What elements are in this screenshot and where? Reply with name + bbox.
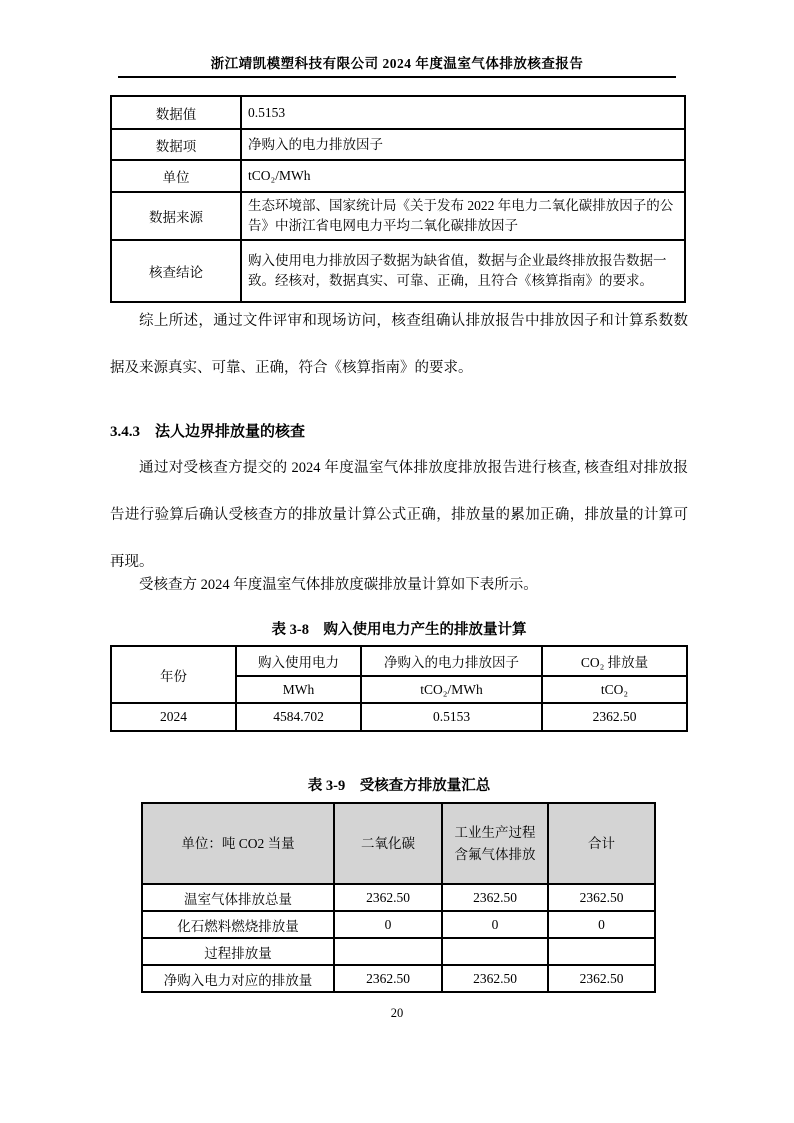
cell-co2: 2362.50 [334, 884, 442, 911]
cell-co2-emission: 2362.50 [542, 703, 687, 731]
cell-total [548, 938, 655, 965]
emission-summary-table [141, 802, 656, 993]
cell-fluoride: 0 [442, 911, 548, 938]
table-row [111, 96, 685, 129]
cell-fluoride: 2362.50 [442, 884, 548, 911]
table-row [142, 911, 655, 938]
page-number: 20 [390, 1006, 404, 1020]
factor-row-value: tCO₂/MWh [241, 160, 685, 192]
body-paragraph-2: 受核查方 2024 年度温室气体排放度碳排放量计算如下表所示。 [139, 577, 538, 593]
unit-purchased-electricity: MWh [236, 676, 361, 703]
row-label: 化石燃料燃烧排放量 [142, 911, 334, 938]
col-header-year: 年份 [111, 646, 236, 703]
table-row [111, 129, 685, 160]
cell-co2: 0 [334, 911, 442, 938]
row-label: 过程排放量 [142, 938, 334, 965]
col-header-emission-factor: 净购入的电力排放因子 [361, 646, 542, 676]
table-header-row [142, 803, 655, 884]
table-row [111, 192, 685, 240]
row-label: 温室气体排放总量 [142, 884, 334, 911]
factor-row-label: 数据值 [111, 96, 241, 129]
factor-row-label: 核查结论 [111, 240, 241, 302]
cell-co2: 2362.50 [334, 965, 442, 992]
summary-paragraph: 综上所述，通过文件评审和现场访问，核查组确认排放报告中排放因子和计算系数数据及来源真实、可靠、正确，符合《核算指南》的要求。 [110, 313, 688, 376]
factor-row-value: 购入使用电力排放因子数据为缺省值，数据与企业最终排放报告数据一致。经核对，数据真实、可靠、正确，且符合《核算指南》的要求。 [241, 240, 685, 302]
factor-row-label: 数据项 [111, 129, 241, 160]
unit-co2-emission: tCO₂ [542, 676, 687, 703]
col-header-total: 合计 [548, 803, 655, 884]
table-header-row [111, 646, 687, 676]
col-header-co2: 二氧化碳 [334, 803, 442, 884]
cell-total: 2362.50 [548, 965, 655, 992]
factor-row-value: 0.5153 [241, 96, 685, 129]
table-row [142, 938, 655, 965]
cell-purchased-electricity: 4584.702 [236, 703, 361, 731]
table-row [142, 965, 655, 992]
section-heading-3-4-3: 3.4.3 法人边界排放量的核查 [110, 424, 306, 440]
factor-row-value: 生态环境部、国家统计局《关于发布 2022 年电力二氧化碳排放因子的公告》中浙江省电网电力平均二氧化碳排放因子 [241, 192, 685, 240]
unit-emission-factor: tCO₂/MWh [361, 676, 542, 703]
col-header-purchased-electricity: 购入使用电力 [236, 646, 361, 676]
cell-year: 2024 [111, 703, 236, 731]
cell-total: 0 [548, 911, 655, 938]
table-row [111, 160, 685, 192]
cell-fluoride: 2362.50 [442, 965, 548, 992]
factor-row-label: 单位 [111, 160, 241, 192]
cell-total: 2362.50 [548, 884, 655, 911]
body-paragraph-1: 通过对受核查方提交的 2024 年度温室气体排放度排放报告进行核查, 核查组对排放报告进行验算后确认受核查方的排放量计算公式正确，排放量的累加正确，排放量的计算可再现。 [110, 460, 688, 570]
cell-fluoride [442, 938, 548, 965]
cell-co2 [334, 938, 442, 965]
table-row [111, 703, 687, 731]
table-row [142, 884, 655, 911]
electricity-emission-calc-table [110, 645, 688, 732]
header-divider [118, 76, 676, 78]
table-3-8-caption: 表 3-8 购入使用电力产生的排放量计算 [271, 622, 527, 638]
factor-row-value: 净购入的电力排放因子 [241, 129, 685, 160]
page-header-title: 浙江靖凯模塑科技有限公司 2024 年度温室气体排放核查报告 [210, 56, 584, 71]
factor-row-label: 数据来源 [111, 192, 241, 240]
table-3-9-caption: 表 3-9 受核查方排放量汇总 [307, 778, 491, 794]
table-row [111, 240, 685, 302]
col-header-co2-emission: CO₂ 排放量 [542, 646, 687, 676]
emission-factor-verification-table [110, 95, 686, 303]
row-label: 净购入电力对应的排放量 [142, 965, 334, 992]
col-header-fluoride-process: 工业生产过程含氟气体排放 [442, 803, 548, 884]
cell-emission-factor: 0.5153 [361, 703, 542, 731]
col-header-unit: 单位：吨 CO2 当量 [142, 803, 334, 884]
